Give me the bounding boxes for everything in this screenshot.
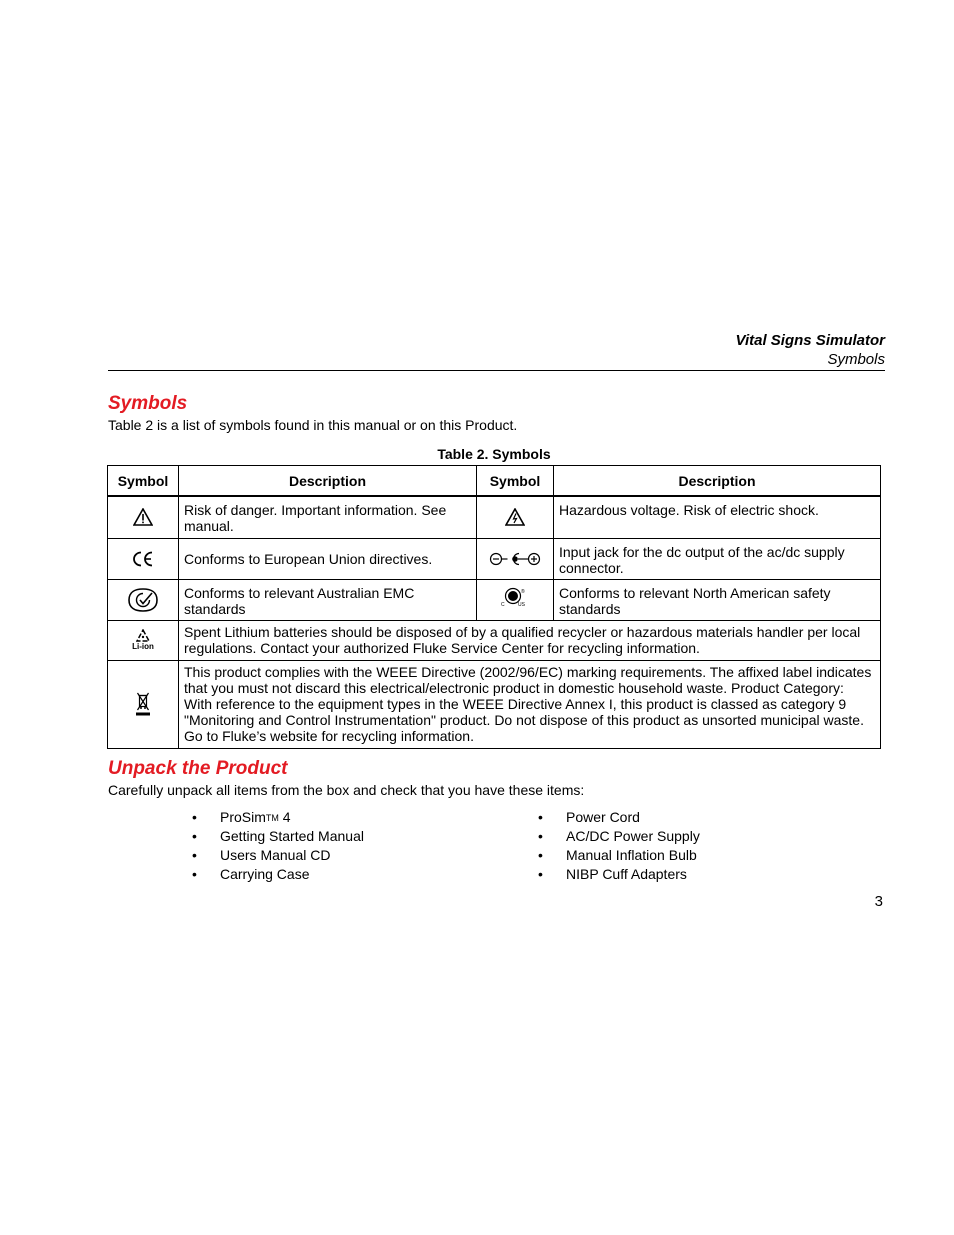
table-row	[108, 579, 881, 620]
description-cell: Spent Lithium batteries should be disposed of by a qualified recycler or hazardous materials handler per local regulations. Contact your authorized Fluke Service Center for recycling information.	[179, 620, 881, 660]
description-cell: Conforms to European Union directives.	[179, 538, 477, 579]
column-header: Symbol	[477, 466, 554, 497]
symbols-table	[107, 465, 881, 749]
li-ion-label: Li-ion	[132, 641, 154, 651]
dc-polarity-icon	[477, 551, 553, 567]
item-label: Getting Started Manual	[220, 828, 364, 844]
description-cell: Hazardous voltage. Risk of electric shock.	[554, 496, 881, 538]
warning-triangle-icon	[108, 508, 178, 526]
description-cell: This product complies with the WEEE Directive (2002/96/EC) marking requirements. The affixed label indicates that you must not discard this electrical/electronic product in domestic household waste. Product Category: With reference to the equipment types in the WEEE Directive Annex I, this product is classed as category 9 "Monitoring and Control Instrumentation" product. Do not dispose of this product as unsorted municipal waste. Go to Fluke’s website for recycling information.	[179, 660, 881, 748]
description-cell: Conforms to relevant North American safety standards	[554, 579, 881, 620]
item-label: Carrying Case	[220, 866, 310, 882]
ce-mark-icon	[108, 550, 178, 568]
weee-crossed-bin-icon	[108, 691, 178, 717]
symbols-heading: Symbols	[108, 393, 188, 414]
csa-mark-icon	[502, 586, 528, 610]
table-row	[108, 496, 881, 538]
csa-mark-registered: ®	[521, 589, 525, 595]
items-list-left	[192, 808, 364, 884]
item-label: NIBP Cuff Adapters	[566, 866, 687, 882]
list-item	[192, 808, 364, 827]
list-item	[538, 808, 700, 827]
table-row	[108, 660, 881, 748]
symbol-cell	[108, 496, 179, 538]
list-item	[538, 846, 700, 865]
item-label: Users Manual CD	[220, 847, 331, 863]
column-header: Description	[179, 466, 477, 497]
symbol-cell	[477, 496, 554, 538]
description-cell: Risk of danger. Important information. See manual.	[179, 496, 477, 538]
trademark-mark: TM	[265, 813, 279, 823]
symbol-cell	[108, 538, 179, 579]
csa-mark-c: C	[501, 602, 505, 608]
column-header: Symbol	[108, 466, 179, 497]
description-cell: Conforms to relevant Australian EMC standards	[179, 579, 477, 620]
running-header-subtitle: Symbols	[827, 351, 885, 368]
li-ion-recycle-icon	[132, 629, 154, 651]
header-divider	[108, 370, 885, 371]
page-number: 3	[874, 893, 883, 910]
bullet-icon: •	[192, 809, 197, 825]
hazardous-voltage-icon	[477, 508, 553, 526]
description-cell: Input jack for the dc output of the ac/dc supply connector.	[554, 538, 881, 579]
unpack-heading: Unpack the Product	[108, 758, 288, 779]
symbol-cell	[477, 579, 554, 620]
symbol-cell	[108, 620, 179, 660]
symbol-cell	[108, 579, 179, 620]
items-list-right	[538, 808, 700, 884]
bullet-icon: •	[538, 847, 543, 863]
list-item	[192, 827, 364, 846]
list-item	[538, 865, 700, 884]
item-label: ProSim	[220, 809, 266, 825]
bullet-icon: •	[538, 828, 543, 844]
symbol-cell	[477, 538, 554, 579]
list-item	[192, 865, 364, 884]
item-label: Manual Inflation Bulb	[566, 847, 697, 863]
table-header-row	[108, 466, 881, 497]
bullet-icon: •	[192, 866, 197, 882]
list-item	[538, 827, 700, 846]
csa-mark-us: US	[518, 602, 525, 608]
list-item	[192, 846, 364, 865]
symbol-cell	[108, 660, 179, 748]
table-row	[108, 620, 881, 660]
bullet-icon: •	[192, 847, 197, 863]
item-label: Power Cord	[566, 809, 640, 825]
bullet-icon: •	[538, 866, 543, 882]
item-suffix: 4	[278, 809, 291, 825]
bullet-icon: •	[538, 809, 543, 825]
symbols-intro: Table 2 is a list of symbols found in this manual or on this Product.	[108, 417, 518, 433]
column-header: Description	[554, 466, 881, 497]
rcm-australia-icon	[108, 587, 178, 613]
table-caption: Table 2. Symbols	[437, 446, 551, 462]
table-row	[108, 538, 881, 579]
unpack-intro: Carefully unpack all items from the box and check that you have these items:	[108, 782, 585, 798]
running-header-title: Vital Signs Simulator	[735, 332, 885, 349]
item-label: AC/DC Power Supply	[566, 828, 700, 844]
bullet-icon: •	[192, 828, 197, 844]
